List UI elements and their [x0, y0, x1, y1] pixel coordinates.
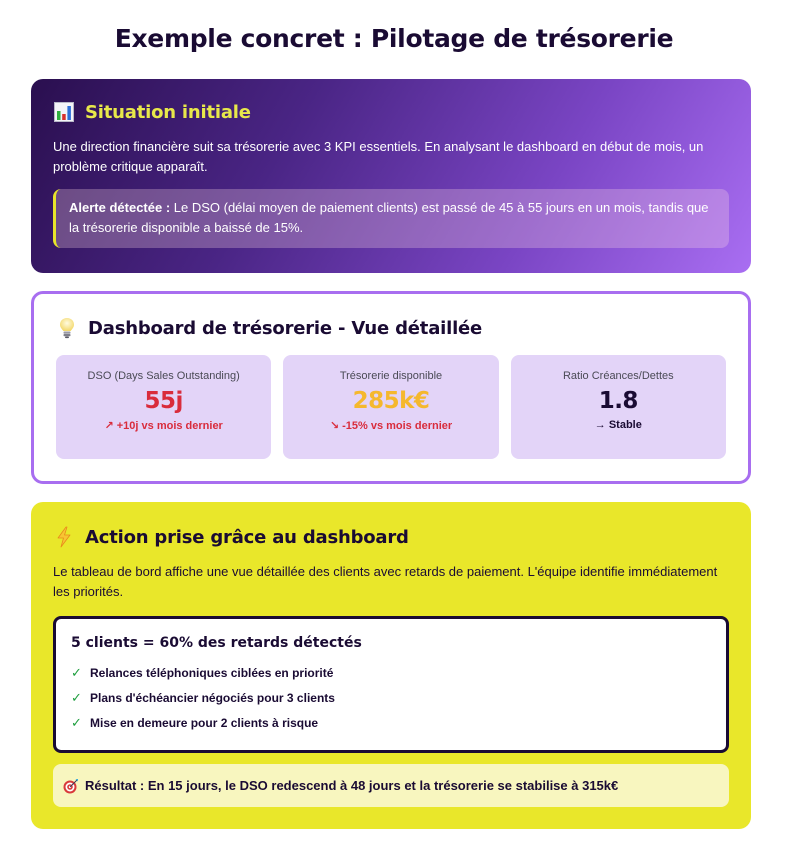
result-text: Résultat : En 15 jours, le DSO redescend à 48 jours et la trésorerie se stabilise à 315k€ — [85, 778, 619, 793]
dashboard-title: Dashboard de trésorerie - Vue détaillée — [88, 317, 483, 339]
kpi-card-dso — [56, 355, 271, 459]
list-item-text: Plans d'échéancier négociés pour 3 clients — [90, 690, 335, 705]
list-item — [71, 660, 711, 685]
lightbulb-icon — [56, 317, 78, 339]
bar-chart-icon — [53, 101, 75, 123]
kpi-card-tresorerie — [283, 355, 498, 459]
kpi-card-ratio — [511, 355, 726, 459]
target-icon — [63, 778, 79, 794]
check-icon: ✓ — [71, 664, 82, 680]
clients-title: 5 clients = 60% des retards détectés — [71, 635, 362, 651]
action-header — [53, 526, 729, 548]
list-item-text: Mise en demeure pour 2 clients à risque — [90, 715, 319, 730]
kpi-label: Ratio Créances/Dettes — [562, 370, 674, 382]
action-title: Action prise grâce au dashboard — [85, 526, 409, 548]
kpi-label: Trésorerie disponible — [339, 370, 443, 382]
situation-header — [53, 101, 729, 123]
action-card — [31, 502, 751, 829]
page-title: Exemple concret : Pilotage de trésorerie — [114, 24, 674, 53]
clients-box — [53, 616, 729, 753]
alert-label: Alerte détectée : — [69, 200, 171, 215]
kpi-value: 285k€ — [352, 388, 430, 414]
dashboard-card — [31, 291, 751, 484]
check-icon: ✓ — [71, 689, 82, 705]
situation-text: Une direction financière suit sa trésorerie avec 3 KPI essentiels. En analysant le dashboard en début de mois, un problème critique apparaît. — [53, 139, 704, 174]
kpi-change: → Stable — [594, 419, 642, 431]
kpi-value: 1.8 — [598, 388, 638, 414]
alert-text: Le DSO (délai moyen de paiement clients) est passé de 45 à 55 jours en un mois, tandis que la trésorerie disponible a baissé de 15%. — [69, 200, 709, 235]
list-item — [71, 710, 711, 735]
action-text: Le tableau de bord affiche une vue détaillée des clients avec retards de paiement. L'équipe identifie immédiatement les priorités. — [53, 564, 718, 599]
kpi-value: 55j — [144, 388, 183, 414]
dashboard-header — [56, 317, 726, 339]
check-icon: ✓ — [71, 714, 82, 730]
list-item-text: Relances téléphoniques ciblées en priorité — [90, 665, 334, 680]
situation-title: Situation initiale — [85, 101, 251, 123]
situation-card — [31, 79, 751, 273]
kpi-row — [56, 355, 726, 459]
clients-list — [71, 660, 711, 735]
list-item — [71, 685, 711, 710]
result-box — [53, 764, 729, 807]
alert-box — [53, 189, 729, 248]
kpi-change: ↗ +10j vs mois dernier — [104, 420, 223, 432]
kpi-change: ↘ -15% vs mois dernier — [329, 420, 453, 432]
lightning-icon — [53, 526, 75, 548]
kpi-label: DSO (Days Sales Outstanding) — [87, 370, 240, 382]
